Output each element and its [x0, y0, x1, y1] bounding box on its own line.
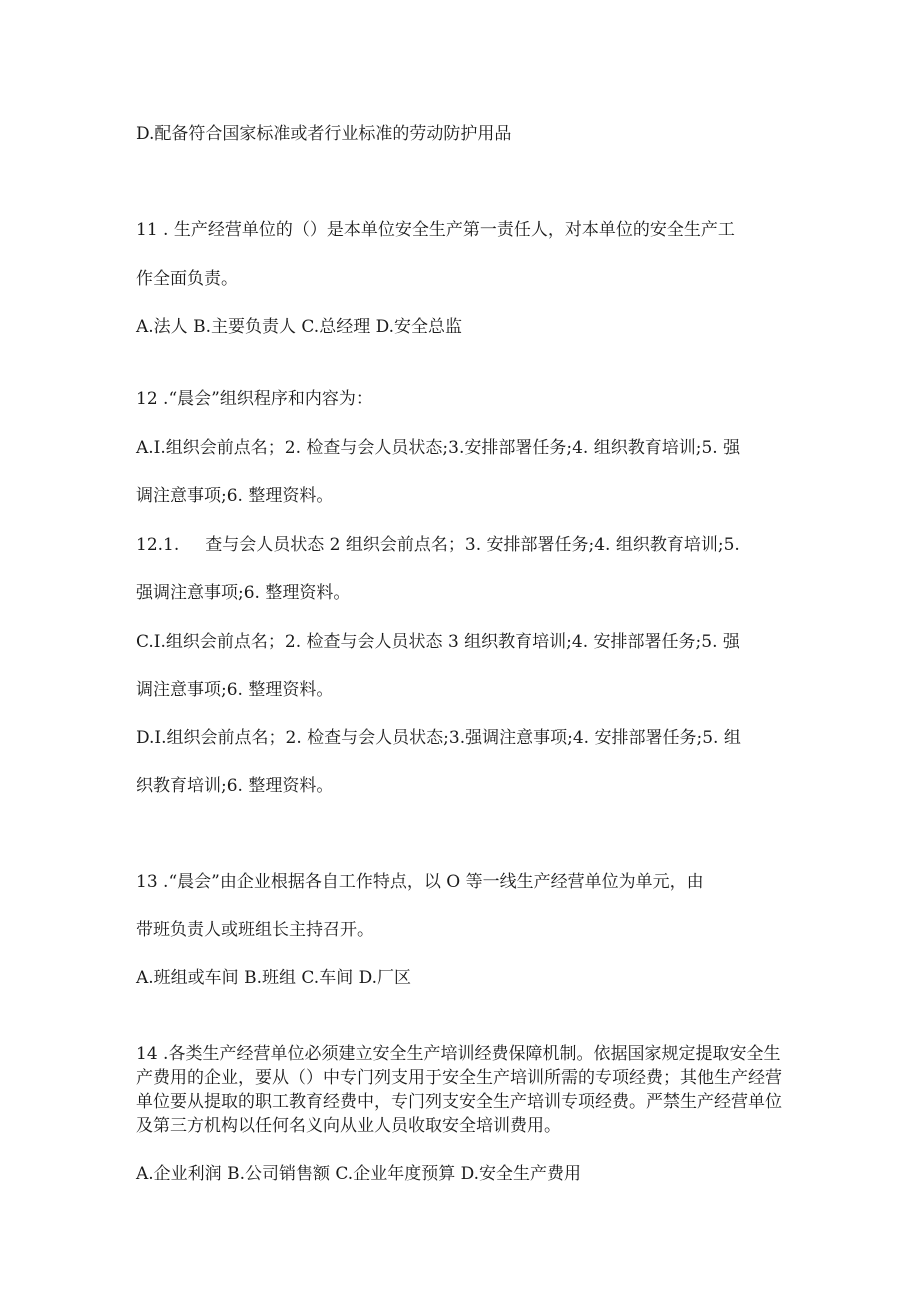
q13-stem-line1: 13 .“晨会”由企业根据各自工作特点，以 O 等一线生产经营单位为单元，由 [136, 872, 704, 892]
q11-options: A.法人 B.主要负责人 C.总经理 D.安全总监 [136, 317, 463, 337]
q13-stem-line2: 带班负责人或班组长主持召开。 [136, 920, 374, 940]
q10-option-d: D.配备符合国家标准或者行业标准的劳动防护用品 [136, 124, 512, 144]
q12-option-c-line1: C.I.组织会前点名；2. 检查与会人员状态 3 组织教育培训;4. 安排部署任务;5. 强 [136, 632, 740, 652]
q12-option-d-line1: D.I.组织会前点名；2. 检查与会人员状态;3.强调注意事项;4. 安排部署任务;5. 组 [136, 728, 741, 748]
q12-option-a-line1: A.I.组织会前点名；2. 检查与会人员状态;3.安排部署任务;4. 组织教育培训;5. 强 [136, 438, 741, 458]
q14-options: A.企业利润 B.公司销售额 C.企业年度预算 D.安全生产费用 [136, 1164, 582, 1184]
q12-stem: 12 .“晨会”组织程序和内容为： [136, 389, 373, 409]
q11-stem-line1: 11 . 生产经营单位的（）是本单位安全生产第一责任人，对本单位的安全生产工 [136, 220, 735, 240]
q12-option-d-line2: 织教育培训;6. 整理资料。 [136, 776, 334, 796]
q12-option-b-line1-rest: 查与会人员状态 2 组织会前点名；3. 安排部署任务;4. 组织教育培训;5. [205, 535, 740, 555]
q12-option-b-prefix: 12.1. [136, 535, 180, 555]
q12-option-b-line2: 强调注意事项;6. 整理资料。 [136, 583, 351, 603]
q12-option-a-line2: 调注意事项;6. 整理资料。 [136, 486, 334, 506]
q14-stem: 14 .各类生产经营单位必须建立安全生产培训经费保障机制。依据国家规定提取安全生产费用的企业，要从（）中专门列支用于安全生产培训所需的专项经费；其他生产经营单位要从提取的职工教育经费中，专门列支安全生产培训专项经费。严禁生产经营单位及第三方机构以任何名义向从业人员收取安全培训费用。 [136, 1044, 782, 1136]
q12-option-c-line2: 调注意事项;6. 整理资料。 [136, 680, 334, 700]
q12-option-b-line1 [136, 534, 796, 556]
q13-options: A.班组或车间 B.班组 C.车间 D.厂区 [136, 968, 412, 988]
q11-stem-line2: 作全面负责。 [136, 269, 238, 289]
